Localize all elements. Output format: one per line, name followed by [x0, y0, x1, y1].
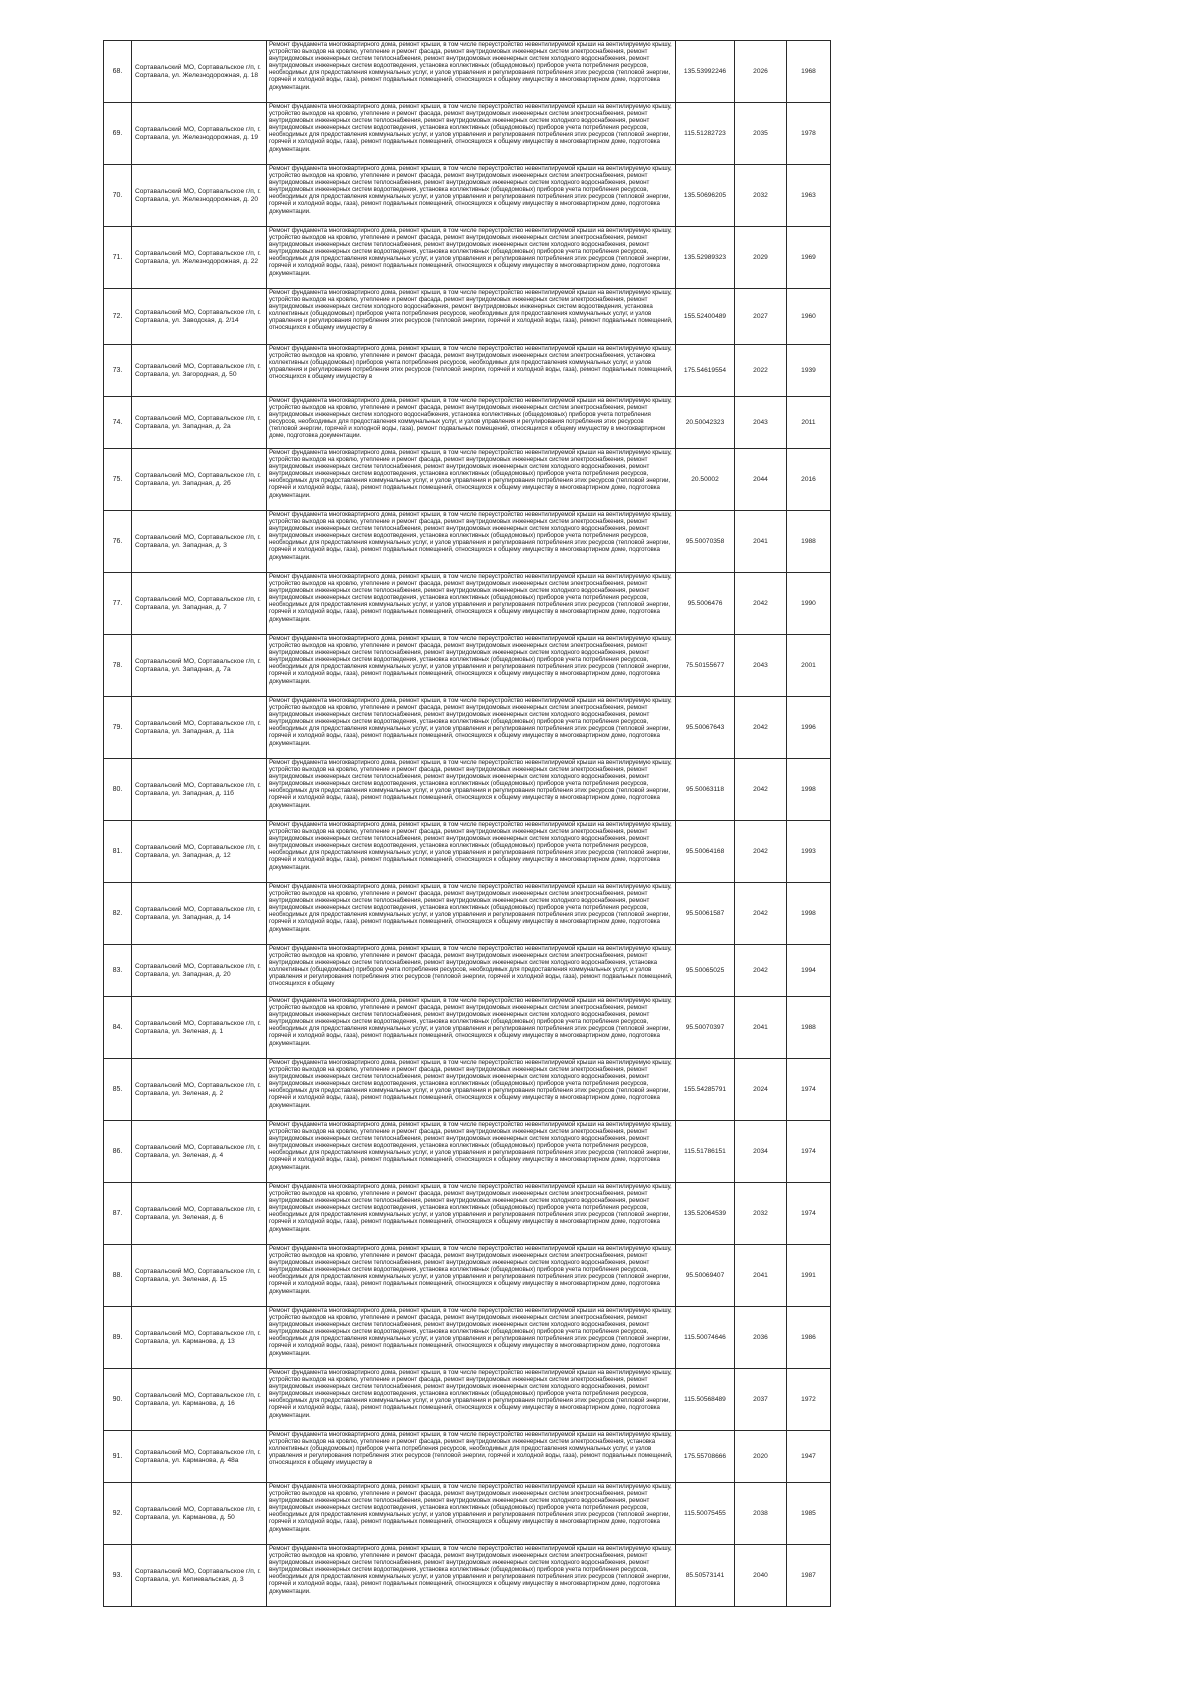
planned-year-cell: 2042 [735, 759, 787, 821]
cost-cell: 135.52064539 [676, 1183, 735, 1245]
table-row [104, 103, 831, 165]
table-row [104, 165, 831, 227]
row-number: 73. [104, 345, 132, 397]
build-year-cell: 2016 [787, 449, 831, 511]
table-row [104, 1307, 831, 1369]
cost-cell: 95.50061587 [676, 883, 735, 945]
planned-year-cell: 2042 [735, 821, 787, 883]
planned-year-cell: 2022 [735, 345, 787, 397]
planned-year-cell: 2037 [735, 1369, 787, 1431]
build-year-cell: 1974 [787, 1183, 831, 1245]
row-number: 78. [104, 635, 132, 697]
table-row [104, 1059, 831, 1121]
row-number: 83. [104, 945, 132, 997]
table-row [104, 635, 831, 697]
row-number: 69. [104, 103, 132, 165]
cost-cell: 135.52989323 [676, 227, 735, 289]
build-year-cell: 1990 [787, 573, 831, 635]
planned-year-cell: 2032 [735, 165, 787, 227]
address-cell: Сортавальский МО, Сортавальское г/п, г. Сортавала, ул. Западная, д. 2а [132, 397, 267, 449]
row-number: 72. [104, 289, 132, 345]
planned-year-cell: 2020 [735, 1431, 787, 1483]
works-text: Ремонт фундамента многоквартирного дома, ремонт крыши, в том числе переустройство невентилируемой крыши на вентилируемую крышу, устройство выходов на кровлю, утепление и ремонт фасада, ремонт внутридомовых инженерных систем электроснабжения, ремонт внутридомовых инженерных систем теплоснабжения, ремонт внутридомовых инженерных систем холодного водоснабжения, установка коллективных (общедомовых) приборов учета потребления ресурсов, необходимых для предоставления коммунальных услуг, и узлов управления и регулирования потребления этих ресурсов (тепловой энергии, горячей и холодной воды, газа), ремонт подвальных помещений, относящихся к общему [269, 945, 673, 988]
row-number: 81. [104, 821, 132, 883]
cost-cell: 95.50065025 [676, 945, 735, 997]
table-row [104, 289, 831, 345]
planned-year-cell: 2042 [735, 883, 787, 945]
cost-cell: 155.54285791 [676, 1059, 735, 1121]
planned-year-cell: 2041 [735, 997, 787, 1059]
build-year-cell: 1996 [787, 697, 831, 759]
planned-year-cell: 2034 [735, 1121, 787, 1183]
works-cell [267, 345, 676, 397]
works-cell [267, 1245, 676, 1307]
build-year-cell: 1939 [787, 345, 831, 397]
build-year-cell: 1993 [787, 821, 831, 883]
works-text: Ремонт фундамента многоквартирного дома, ремонт крыши, в том числе переустройство невентилируемой крыши на вентилируемую крышу, устройство выходов на кровлю, утепление и ремонт фасада, ремонт внутридомовых инженерных систем электроснабжения, ремонт внутридомовых инженерных систем теплоснабжения, ремонт внутридомовых инженерных систем холодного водоснабжения, ремонт внутридомовых инженерных систем водоотведения, установка коллективных (общедомовых) приборов учета потребления ресурсов, необходимых для предоставления коммунальных услуг, и узлов управления и регулирования потребления этих ресурсов (тепловой энергии, горячей и холодной воды, газа), ремонт подвальных помещений, относящихся к общему имуществу в многоквартирном доме, подготовка документации. [269, 41, 672, 91]
cost-cell: 20.50002 [676, 449, 735, 511]
table-row [104, 227, 831, 289]
cost-cell: 75.50155677 [676, 635, 735, 697]
works-cell [267, 821, 676, 883]
works-text: Ремонт фундамента многоквартирного дома, ремонт крыши, в том числе переустройство невентилируемой крыши на вентилируемую крышу, устройство выходов на кровлю, утепление и ремонт фасада, ремонт внутридомовых инженерных систем электроснабжения, ремонт внутридомовых инженерных систем теплоснабжения, ремонт внутридомовых инженерных систем холодного водоснабжения, ремонт внутридомовых инженерных систем водоотведения, установка коллективных (общедомовых) приборов учета потребления ресурсов, необходимых для предоставления коммунальных услуг, и узлов управления и регулирования потребления этих ресурсов (тепловой энергии, горячей и холодной воды, газа), ремонт подвальных помещений, относящихся к общему имуществу в многоквартирном доме, подготовка документации. [269, 1307, 672, 1357]
address-cell: Сортавальский МО, Сортавальское г/п, г. Сортавала, ул. Западная, д. 11б [132, 759, 267, 821]
address-cell: Сортавальский МО, Сортавальское г/п, г. Сортавала, ул. Кепиевальская, д. 3 [132, 1545, 267, 1607]
cost-cell: 175.54619554 [676, 345, 735, 397]
works-text: Ремонт фундамента многоквартирного дома, ремонт крыши, в том числе переустройство невентилируемой крыши на вентилируемую крышу, устройство выходов на кровлю, утепление и ремонт фасада, ремонт внутридомовых инженерных систем электроснабжения, ремонт внутридомовых инженерных систем теплоснабжения, ремонт внутридомовых инженерных систем холодного водоснабжения, ремонт внутридомовых инженерных систем водоотведения, установка коллективных (общедомовых) приборов учета потребления ресурсов, необходимых для предоставления коммунальных услуг, и узлов управления и регулирования потребления этих ресурсов (тепловой энергии, горячей и холодной воды, газа), ремонт подвальных помещений, относящихся к общему имуществу в многоквартирном доме, подготовка документации. [269, 1183, 672, 1233]
planned-year-cell: 2043 [735, 635, 787, 697]
table-row [104, 883, 831, 945]
cost-cell: 95.50064168 [676, 821, 735, 883]
row-number: 77. [104, 573, 132, 635]
works-cell [267, 1121, 676, 1183]
address-cell: Сортавальский МО, Сортавальское г/п, г. Сортавала, ул. Загородная, д. 50 [132, 345, 267, 397]
table-row [104, 1121, 831, 1183]
repair-program-table [103, 40, 831, 1607]
table-row [104, 759, 831, 821]
row-number: 82. [104, 883, 132, 945]
works-cell [267, 165, 676, 227]
works-text: Ремонт фундамента многоквартирного дома, ремонт крыши, в том числе переустройство невентилируемой крыши на вентилируемую крышу, устройство выходов на кровлю, утепление и ремонт фасада, ремонт внутридомовых инженерных систем электроснабжения, ремонт внутридомовых инженерных систем теплоснабжения, ремонт внутридомовых инженерных систем холодного водоснабжения, ремонт внутридомовых инженерных систем водоотведения, установка коллективных (общедомовых) приборов учета потребления ресурсов, необходимых для предоставления коммунальных услуг, и узлов управления и регулирования потребления этих ресурсов (тепловой энергии, горячей и холодной воды, газа), ремонт подвальных помещений, относящихся к общему имуществу в многоквартирном доме, подготовка документации. [269, 103, 672, 153]
works-text: Ремонт фундамента многоквартирного дома, ремонт крыши, в том числе переустройство невентилируемой крыши на вентилируемую крышу, устройство выходов на кровлю, утепление и ремонт фасада, ремонт внутридомовых инженерных систем электроснабжения, ремонт внутридомовых инженерных систем холодного водоснабжения, установка коллективных (общедомовых) приборов учета потребления ресурсов, необходимых для предоставления коммунальных услуг, и узлов управления и регулирования потребления этих ресурсов (тепловой энергии, горячей и холодной воды, газа), ремонт подвальных помещений, относящихся к общему имуществу в многоквартирном доме, подготовка документации. [269, 397, 672, 440]
planned-year-cell: 2038 [735, 1483, 787, 1545]
works-cell [267, 759, 676, 821]
row-number: 92. [104, 1483, 132, 1545]
build-year-cell: 1998 [787, 759, 831, 821]
works-text: Ремонт фундамента многоквартирного дома, ремонт крыши, в том числе переустройство невентилируемой крыши на вентилируемую крышу, устройство выходов на кровлю, утепление и ремонт фасада, ремонт внутридомовых инженерных систем электроснабжения, ремонт внутридомовых инженерных систем теплоснабжения, ремонт внутридомовых инженерных систем холодного водоснабжения, ремонт внутридомовых инженерных систем водоотведения, установка коллективных (общедомовых) приборов учета потребления ресурсов, необходимых для предоставления коммунальных услуг, и узлов управления и регулирования потребления этих ресурсов (тепловой энергии, горячей и холодной воды, газа), ремонт подвальных помещений, относящихся к общему имуществу в многоквартирном доме, подготовка документации. [269, 1545, 672, 1595]
row-number: 93. [104, 1545, 132, 1607]
table-row [104, 449, 831, 511]
cost-cell: 95.50063118 [676, 759, 735, 821]
works-text: Ремонт фундамента многоквартирного дома, ремонт крыши, в том числе переустройство невентилируемой крыши на вентилируемую крышу, устройство выходов на кровлю, утепление и ремонт фасада, ремонт внутридомовых инженерных систем электроснабжения, установка коллективных (общедомовых) приборов учета потребления ресурсов, необходимых для предоставления коммунальных услуг, и узлов управления и регулирования потребления этих ресурсов (тепловой энергии, горячей и холодной воды, газа), ремонт подвальных помещений, относящихся к общему имуществу в [269, 1431, 673, 1467]
table-row [104, 1431, 831, 1483]
address-cell: Сортавальский МО, Сортавальское г/п, г. Сортавала, ул. Карманова, д. 48а [132, 1431, 267, 1483]
table-row [104, 1369, 831, 1431]
works-text: Ремонт фундамента многоквартирного дома, ремонт крыши, в том числе переустройство невентилируемой крыши на вентилируемую крышу, устройство выходов на кровлю, утепление и ремонт фасада, ремонт внутридомовых инженерных систем электроснабжения, ремонт внутридомовых инженерных систем теплоснабжения, ремонт внутридомовых инженерных систем холодного водоснабжения, ремонт внутридомовых инженерных систем водоотведения, установка коллективных (общедомовых) приборов учета потребления ресурсов, необходимых для предоставления коммунальных услуг, и узлов управления и регулирования потребления этих ресурсов (тепловой энергии, горячей и холодной воды, газа), ремонт подвальных помещений, относящихся к общему имуществу в многоквартирном доме, подготовка документации. [269, 1245, 672, 1295]
build-year-cell: 1998 [787, 883, 831, 945]
build-year-cell: 1963 [787, 165, 831, 227]
build-year-cell: 1978 [787, 103, 831, 165]
planned-year-cell: 2040 [735, 1545, 787, 1607]
table-row [104, 697, 831, 759]
works-cell [267, 573, 676, 635]
cost-cell: 95.5006476 [676, 573, 735, 635]
table-row [104, 1545, 831, 1607]
works-cell [267, 397, 676, 449]
build-year-cell: 1969 [787, 227, 831, 289]
build-year-cell: 1988 [787, 997, 831, 1059]
works-cell [267, 1545, 676, 1607]
works-cell [267, 41, 676, 103]
works-cell [267, 289, 676, 345]
address-cell: Сортавальский МО, Сортавальское г/п, г. Сортавала, ул. Карманова, д. 50 [132, 1483, 267, 1545]
planned-year-cell: 2036 [735, 1307, 787, 1369]
table-row [104, 821, 831, 883]
address-cell: Сортавальский МО, Сортавальское г/п, г. Сортавала, ул. Заводская, д. 2/14 [132, 289, 267, 345]
works-text: Ремонт фундамента многоквартирного дома, ремонт крыши, в том числе переустройство невентилируемой крыши на вентилируемую крышу, устройство выходов на кровлю, утепление и ремонт фасада, ремонт внутридомовых инженерных систем электроснабжения, ремонт внутридомовых инженерных систем теплоснабжения, ремонт внутридомовых инженерных систем холодного водоснабжения, ремонт внутридомовых инженерных систем водоотведения, установка коллективных (общедомовых) приборов учета потребления ресурсов, необходимых для предоставления коммунальных услуг, и узлов управления и регулирования потребления этих ресурсов (тепловой энергии, горячей и холодной воды, газа), ремонт подвальных помещений, относящихся к общему имуществу в многоквартирном доме, подготовка документации. [269, 821, 672, 871]
planned-year-cell: 2042 [735, 945, 787, 997]
build-year-cell: 1947 [787, 1431, 831, 1483]
works-text: Ремонт фундамента многоквартирного дома, ремонт крыши, в том числе переустройство невентилируемой крыши на вентилируемую крышу, устройство выходов на кровлю, утепление и ремонт фасада, ремонт внутридомовых инженерных систем электроснабжения, ремонт внутридомовых инженерных систем теплоснабжения, ремонт внутридомовых инженерных систем холодного водоснабжения, ремонт внутридомовых инженерных систем водоотведения, установка коллективных (общедомовых) приборов учета потребления ресурсов, необходимых для предоставления коммунальных услуг, и узлов управления и регулирования потребления этих ресурсов (тепловой энергии, горячей и холодной воды, газа), ремонт подвальных помещений, относящихся к общему имуществу в многоквартирном доме, подготовка документации. [269, 759, 672, 809]
works-text: Ремонт фундамента многоквартирного дома, ремонт крыши, в том числе переустройство невентилируемой крыши на вентилируемую крышу, устройство выходов на кровлю, утепление и ремонт фасада, ремонт внутридомовых инженерных систем электроснабжения, ремонт внутридомовых инженерных систем теплоснабжения, ремонт внутридомовых инженерных систем холодного водоснабжения, ремонт внутридомовых инженерных систем водоотведения, установка коллективных (общедомовых) приборов учета потребления ресурсов, необходимых для предоставления коммунальных услуг, и узлов управления и регулирования потребления этих ресурсов (тепловой энергии, горячей и холодной воды, газа), ремонт подвальных помещений, относящихся к общему имуществу в многоквартирном доме, подготовка документации. [269, 165, 672, 215]
works-cell [267, 449, 676, 511]
build-year-cell: 2011 [787, 397, 831, 449]
address-cell: Сортавальский МО, Сортавальское г/п, г. Сортавала, ул. Карманова, д. 13 [132, 1307, 267, 1369]
works-cell [267, 883, 676, 945]
works-text: Ремонт фундамента многоквартирного дома, ремонт крыши, в том числе переустройство невентилируемой крыши на вентилируемую крышу, устройство выходов на кровлю, утепление и ремонт фасада, ремонт внутридомовых инженерных систем электроснабжения, ремонт внутридомовых инженерных систем теплоснабжения, ремонт внутридомовых инженерных систем холодного водоснабжения, ремонт внутридомовых инженерных систем водоотведения, установка коллективных (общедомовых) приборов учета потребления ресурсов, необходимых для предоставления коммунальных услуг, и узлов управления и регулирования потребления этих ресурсов (тепловой энергии, горячей и холодной воды, газа), ремонт подвальных помещений, относящихся к общему имуществу в многоквартирном доме, подготовка документации. [269, 573, 672, 623]
table-row [104, 1245, 831, 1307]
table-row [104, 397, 831, 449]
works-cell [267, 997, 676, 1059]
address-cell: Сортавальский МО, Сортавальское г/п, г. Сортавала, ул. Железнодорожная, д. 20 [132, 165, 267, 227]
works-cell [267, 1369, 676, 1431]
works-cell [267, 1483, 676, 1545]
address-cell: Сортавальский МО, Сортавальское г/п, г. Сортавала, ул. Железнодорожная, д. 19 [132, 103, 267, 165]
works-text: Ремонт фундамента многоквартирного дома, ремонт крыши, в том числе переустройство невентилируемой крыши на вентилируемую крышу, устройство выходов на кровлю, утепление и ремонт фасада, ремонт внутридомовых инженерных систем электроснабжения, ремонт внутридомовых инженерных систем теплоснабжения, ремонт внутридомовых инженерных систем холодного водоснабжения, ремонт внутридомовых инженерных систем водоотведения, установка коллективных (общедомовых) приборов учета потребления ресурсов, необходимых для предоставления коммунальных услуг, и узлов управления и регулирования потребления этих ресурсов (тепловой энергии, горячей и холодной воды, газа), ремонт подвальных помещений, относящихся к общему имуществу в многоквартирном доме, подготовка документации. [269, 635, 672, 685]
planned-year-cell: 2032 [735, 1183, 787, 1245]
cost-cell: 175.55708666 [676, 1431, 735, 1483]
table-row [104, 1183, 831, 1245]
build-year-cell: 1988 [787, 511, 831, 573]
row-number: 86. [104, 1121, 132, 1183]
address-cell: Сортавальский МО, Сортавальское г/п, г. Сортавала, ул. Западная, д. 7а [132, 635, 267, 697]
cost-cell: 85.50573141 [676, 1545, 735, 1607]
build-year-cell: 1960 [787, 289, 831, 345]
table-row [104, 1483, 831, 1545]
row-number: 76. [104, 511, 132, 573]
address-cell: Сортавальский МО, Сортавальское г/п, г. Сортавала, ул. Карманова, д. 16 [132, 1369, 267, 1431]
planned-year-cell: 2026 [735, 41, 787, 103]
cost-cell: 20.50042323 [676, 397, 735, 449]
build-year-cell: 1991 [787, 1245, 831, 1307]
works-text: Ремонт фундамента многоквартирного дома, ремонт крыши, в том числе переустройство невентилируемой крыши на вентилируемую крышу, устройство выходов на кровлю, утепление и ремонт фасада, ремонт внутридомовых инженерных систем электроснабжения, ремонт внутридомовых инженерных систем холодного водоснабжения, ремонт внутридомовых инженерных систем водоотведения, установка коллективных (общедомовых) приборов учета потребления ресурсов, необходимых для предоставления коммунальных услуг, и узлов управления и регулирования потребления этих ресурсов (тепловой энергии, горячей и холодной воды, газа), ремонт подвальных помещений, относящихся к общему имуществу в [269, 289, 673, 332]
cost-cell: 115.50074646 [676, 1307, 735, 1369]
works-text: Ремонт фундамента многоквартирного дома, ремонт крыши, в том числе переустройство невентилируемой крыши на вентилируемую крышу, устройство выходов на кровлю, утепление и ремонт фасада, ремонт внутридомовых инженерных систем электроснабжения, ремонт внутридомовых инженерных систем теплоснабжения, ремонт внутридомовых инженерных систем холодного водоснабжения, ремонт внутридомовых инженерных систем водоотведения, установка коллективных (общедомовых) приборов учета потребления ресурсов, необходимых для предоставления коммунальных услуг, и узлов управления и регулирования потребления этих ресурсов (тепловой энергии, горячей и холодной воды, газа), ремонт подвальных помещений, относящихся к общему имуществу в многоквартирном доме, подготовка документации. [269, 997, 672, 1047]
planned-year-cell: 2024 [735, 1059, 787, 1121]
address-cell: Сортавальский МО, Сортавальское г/п, г. Сортавала, ул. Зеленая, д. 2 [132, 1059, 267, 1121]
table-row [104, 945, 831, 997]
works-text: Ремонт фундамента многоквартирного дома, ремонт крыши, в том числе переустройство невентилируемой крыши на вентилируемую крышу, устройство выходов на кровлю, утепление и ремонт фасада, ремонт внутридомовых инженерных систем электроснабжения, ремонт внутридомовых инженерных систем теплоснабжения, ремонт внутридомовых инженерных систем холодного водоснабжения, ремонт внутридомовых инженерных систем водоотведения, установка коллективных (общедомовых) приборов учета потребления ресурсов, необходимых для предоставления коммунальных услуг, и узлов управления и регулирования потребления этих ресурсов (тепловой энергии, горячей и холодной воды, газа), ремонт подвальных помещений, относящихся к общему имуществу в многоквартирном доме, подготовка документации. [269, 883, 672, 933]
works-text: Ремонт фундамента многоквартирного дома, ремонт крыши, в том числе переустройство невентилируемой крыши на вентилируемую крышу, устройство выходов на кровлю, утепление и ремонт фасада, ремонт внутридомовых инженерных систем электроснабжения, установка коллективных (общедомовых) приборов учета потребления ресурсов, необходимых для предоставления коммунальных услуг, и узлов управления и регулирования потребления этих ресурсов (тепловой энергии, горячей и холодной воды, газа), ремонт подвальных помещений, относящихся к общему имуществу в [269, 345, 673, 381]
address-cell: Сортавальский МО, Сортавальское г/п, г. Сортавала, ул. Западная, д. 20 [132, 945, 267, 997]
row-number: 89. [104, 1307, 132, 1369]
works-cell [267, 1307, 676, 1369]
build-year-cell: 2001 [787, 635, 831, 697]
row-number: 68. [104, 41, 132, 103]
row-number: 87. [104, 1183, 132, 1245]
address-cell: Сортавальский МО, Сортавальское г/п, г. Сортавала, ул. Зеленая, д. 4 [132, 1121, 267, 1183]
works-cell [267, 1431, 676, 1483]
build-year-cell: 1994 [787, 945, 831, 997]
cost-cell: 115.51282723 [676, 103, 735, 165]
cost-cell: 135.50696205 [676, 165, 735, 227]
row-number: 71. [104, 227, 132, 289]
works-cell [267, 511, 676, 573]
works-cell [267, 103, 676, 165]
address-cell: Сортавальский МО, Сортавальское г/п, г. Сортавала, ул. Западная, д. 14 [132, 883, 267, 945]
planned-year-cell: 2044 [735, 449, 787, 511]
works-cell [267, 945, 676, 997]
table-body [104, 41, 831, 1607]
planned-year-cell: 2041 [735, 1245, 787, 1307]
row-number: 79. [104, 697, 132, 759]
address-cell: Сортавальский МО, Сортавальское г/п, г. Сортавала, ул. Западная, д. 3 [132, 511, 267, 573]
address-cell: Сортавальский МО, Сортавальское г/п, г. Сортавала, ул. Железнодорожная, д. 22 [132, 227, 267, 289]
address-cell: Сортавальский МО, Сортавальское г/п, г. Сортавала, ул. Зеленая, д. 15 [132, 1245, 267, 1307]
cost-cell: 115.50568489 [676, 1369, 735, 1431]
build-year-cell: 1985 [787, 1483, 831, 1545]
row-number: 70. [104, 165, 132, 227]
works-text: Ремонт фундамента многоквартирного дома, ремонт крыши, в том числе переустройство невентилируемой крыши на вентилируемую крышу, устройство выходов на кровлю, утепление и ремонт фасада, ремонт внутридомовых инженерных систем электроснабжения, ремонт внутридомовых инженерных систем теплоснабжения, ремонт внутридомовых инженерных систем холодного водоснабжения, ремонт внутридомовых инженерных систем водоотведения, установка коллективных (общедомовых) приборов учета потребления ресурсов, необходимых для предоставления коммунальных услуг, и узлов управления и регулирования потребления этих ресурсов (тепловой энергии, горячей и холодной воды, газа), ремонт подвальных помещений, относящихся к общему имуществу в многоквартирном доме, подготовка документации. [269, 1483, 672, 1533]
table-row [104, 511, 831, 573]
address-cell: Сортавальский МО, Сортавальское г/п, г. Сортавала, ул. Западная, д. 2б [132, 449, 267, 511]
address-cell: Сортавальский МО, Сортавальское г/п, г. Сортавала, ул. Западная, д. 11а [132, 697, 267, 759]
row-number: 80. [104, 759, 132, 821]
works-text: Ремонт фундамента многоквартирного дома, ремонт крыши, в том числе переустройство невентилируемой крыши на вентилируемую крышу, устройство выходов на кровлю, утепление и ремонт фасада, ремонт внутридомовых инженерных систем электроснабжения, ремонт внутридомовых инженерных систем теплоснабжения, ремонт внутридомовых инженерных систем холодного водоснабжения, ремонт внутридомовых инженерных систем водоотведения, установка коллективных (общедомовых) приборов учета потребления ресурсов, необходимых для предоставления коммунальных услуг, и узлов управления и регулирования потребления этих ресурсов (тепловой энергии, горячей и холодной воды, газа), ремонт подвальных помещений, относящихся к общему имуществу в многоквартирном доме, подготовка документации. [269, 697, 672, 747]
planned-year-cell: 2029 [735, 227, 787, 289]
works-cell [267, 1059, 676, 1121]
cost-cell: 135.53992246 [676, 41, 735, 103]
cost-cell: 95.50067643 [676, 697, 735, 759]
works-cell [267, 1183, 676, 1245]
row-number: 91. [104, 1431, 132, 1483]
build-year-cell: 1987 [787, 1545, 831, 1607]
build-year-cell: 1968 [787, 41, 831, 103]
planned-year-cell: 2035 [735, 103, 787, 165]
build-year-cell: 1972 [787, 1369, 831, 1431]
address-cell: Сортавальский МО, Сортавальское г/п, г. Сортавала, ул. Западная, д. 7 [132, 573, 267, 635]
works-cell [267, 227, 676, 289]
build-year-cell: 1974 [787, 1059, 831, 1121]
row-number: 84. [104, 997, 132, 1059]
row-number: 75. [104, 449, 132, 511]
planned-year-cell: 2027 [735, 289, 787, 345]
works-text: Ремонт фундамента многоквартирного дома, ремонт крыши, в том числе переустройство невентилируемой крыши на вентилируемую крышу, устройство выходов на кровлю, утепление и ремонт фасада, ремонт внутридомовых инженерных систем электроснабжения, ремонт внутридомовых инженерных систем теплоснабжения, ремонт внутридомовых инженерных систем холодного водоснабжения, ремонт внутридомовых инженерных систем водоотведения, установка коллективных (общедомовых) приборов учета потребления ресурсов, необходимых для предоставления коммунальных услуг, и узлов управления и регулирования потребления этих ресурсов (тепловой энергии, горячей и холодной воды, газа), ремонт подвальных помещений, относящихся к общему имуществу в многоквартирном доме, подготовка документации. [269, 1369, 672, 1419]
address-cell: Сортавальский МО, Сортавальское г/п, г. Сортавала, ул. Зеленая, д. 1 [132, 997, 267, 1059]
table-row [104, 345, 831, 397]
works-cell [267, 635, 676, 697]
table-row [104, 573, 831, 635]
row-number: 88. [104, 1245, 132, 1307]
build-year-cell: 1974 [787, 1121, 831, 1183]
row-number: 90. [104, 1369, 132, 1431]
planned-year-cell: 2042 [735, 573, 787, 635]
works-text: Ремонт фундамента многоквартирного дома, ремонт крыши, в том числе переустройство невентилируемой крыши на вентилируемую крышу, устройство выходов на кровлю, утепление и ремонт фасада, ремонт внутридомовых инженерных систем электроснабжения, ремонт внутридомовых инженерных систем теплоснабжения, ремонт внутридомовых инженерных систем холодного водоснабжения, ремонт внутридомовых инженерных систем водоотведения, установка коллективных (общедомовых) приборов учета потребления ресурсов, необходимых для предоставления коммунальных услуг, и узлов управления и регулирования потребления этих ресурсов (тепловой энергии, горячей и холодной воды, газа), ремонт подвальных помещений, относящихся к общему имуществу в многоквартирном доме, подготовка документации. [269, 449, 672, 499]
build-year-cell: 1986 [787, 1307, 831, 1369]
works-text: Ремонт фундамента многоквартирного дома, ремонт крыши, в том числе переустройство невентилируемой крыши на вентилируемую крышу, устройство выходов на кровлю, утепление и ремонт фасада, ремонт внутридомовых инженерных систем электроснабжения, ремонт внутридомовых инженерных систем теплоснабжения, ремонт внутридомовых инженерных систем холодного водоснабжения, ремонт внутридомовых инженерных систем водоотведения, установка коллективных (общедомовых) приборов учета потребления ресурсов, необходимых для предоставления коммунальных услуг, и узлов управления и регулирования потребления этих ресурсов (тепловой энергии, горячей и холодной воды, газа), ремонт подвальных помещений, относящихся к общему имуществу в многоквартирном доме, подготовка документации. [269, 1059, 672, 1109]
works-text: Ремонт фундамента многоквартирного дома, ремонт крыши, в том числе переустройство невентилируемой крыши на вентилируемую крышу, устройство выходов на кровлю, утепление и ремонт фасада, ремонт внутридомовых инженерных систем электроснабжения, ремонт внутридомовых инженерных систем теплоснабжения, ремонт внутридомовых инженерных систем холодного водоснабжения, ремонт внутридомовых инженерных систем водоотведения, установка коллективных (общедомовых) приборов учета потребления ресурсов, необходимых для предоставления коммунальных услуг, и узлов управления и регулирования потребления этих ресурсов (тепловой энергии, горячей и холодной воды, газа), ремонт подвальных помещений, относящихся к общему имуществу в многоквартирном доме, подготовка документации. [269, 511, 672, 561]
planned-year-cell: 2041 [735, 511, 787, 573]
table-row [104, 41, 831, 103]
cost-cell: 115.50075455 [676, 1483, 735, 1545]
cost-cell: 95.50070358 [676, 511, 735, 573]
table-row [104, 997, 831, 1059]
cost-cell: 95.50070397 [676, 997, 735, 1059]
cost-cell: 155.52400489 [676, 289, 735, 345]
planned-year-cell: 2042 [735, 697, 787, 759]
row-number: 85. [104, 1059, 132, 1121]
works-text: Ремонт фундамента многоквартирного дома, ремонт крыши, в том числе переустройство невентилируемой крыши на вентилируемую крышу, устройство выходов на кровлю, утепление и ремонт фасада, ремонт внутридомовых инженерных систем электроснабжения, ремонт внутридомовых инженерных систем теплоснабжения, ремонт внутридомовых инженерных систем холодного водоснабжения, ремонт внутридомовых инженерных систем водоотведения, установка коллективных (общедомовых) приборов учета потребления ресурсов, необходимых для предоставления коммунальных услуг, и узлов управления и регулирования потребления этих ресурсов (тепловой энергии, горячей и холодной воды, газа), ремонт подвальных помещений, относящихся к общему имуществу в многоквартирном доме, подготовка документации. [269, 1121, 672, 1171]
address-cell: Сортавальский МО, Сортавальское г/п, г. Сортавала, ул. Зеленая, д. 6 [132, 1183, 267, 1245]
cost-cell: 115.51786151 [676, 1121, 735, 1183]
works-cell [267, 697, 676, 759]
works-text: Ремонт фундамента многоквартирного дома, ремонт крыши, в том числе переустройство невентилируемой крыши на вентилируемую крышу, устройство выходов на кровлю, утепление и ремонт фасада, ремонт внутридомовых инженерных систем электроснабжения, ремонт внутридомовых инженерных систем теплоснабжения, ремонт внутридомовых инженерных систем холодного водоснабжения, ремонт внутридомовых инженерных систем водоотведения, установка коллективных (общедомовых) приборов учета потребления ресурсов, необходимых для предоставления коммунальных услуг, и узлов управления и регулирования потребления этих ресурсов (тепловой энергии, горячей и холодной воды, газа), ремонт подвальных помещений, относящихся к общему имуществу в многоквартирном доме, подготовка документации. [269, 227, 672, 277]
address-cell: Сортавальский МО, Сортавальское г/п, г. Сортавала, ул. Западная, д. 12 [132, 821, 267, 883]
address-cell: Сортавальский МО, Сортавальское г/п, г. Сортавала, ул. Железнодорожная, д. 18 [132, 41, 267, 103]
planned-year-cell: 2043 [735, 397, 787, 449]
row-number: 74. [104, 397, 132, 449]
cost-cell: 95.50069407 [676, 1245, 735, 1307]
